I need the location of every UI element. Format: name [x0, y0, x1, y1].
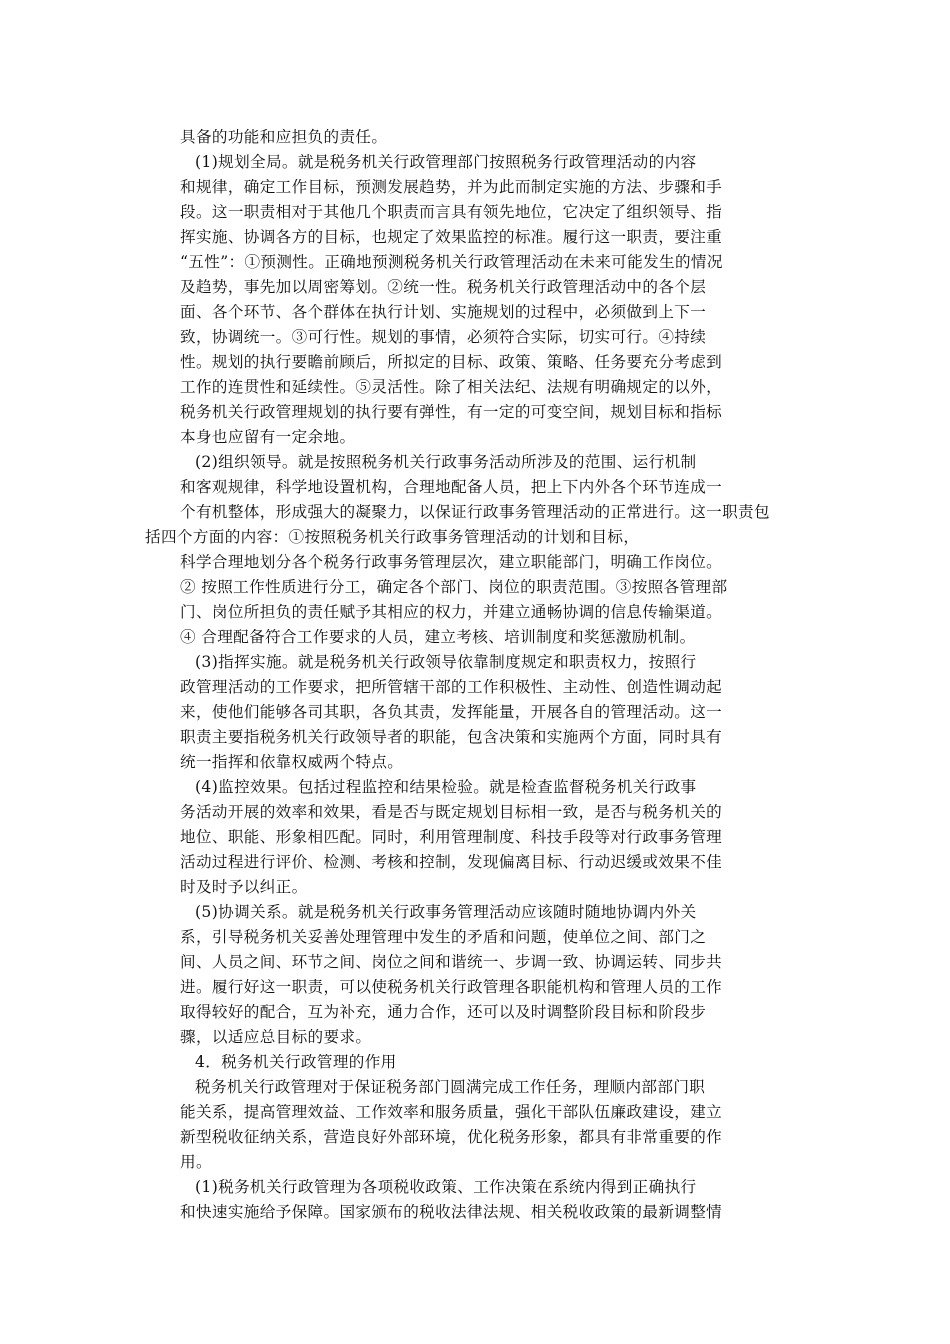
text-line: 和客观规律，科学地设置机构，合理地配备人员，把上下内外各个环节连成一: [180, 478, 723, 496]
section-heading: 4．税务机关行政管理的作用: [195, 1053, 397, 1071]
text-line: 个有机整体，形成强大的凝聚力，以保证行政事务管理活动的正常进行。这一职责包: [180, 503, 770, 521]
text-line: 政管理活动的工作要求，把所管辖干部的工作积极性、主动性、创造性调动起: [180, 678, 723, 696]
text-line: 活动过程进行评价、检测、考核和控制，发现偏离目标、行动迟缓或效果不佳: [180, 853, 723, 871]
text-line: 工作的连贯性和延续性。⑤灵活性。除了相关法纪、法规有明确规定的以外，: [180, 378, 723, 396]
text-line: 税务机关行政管理规划的执行要有弹性，有一定的可变空间，规划目标和指标: [180, 403, 723, 421]
text-line: 能关系，提高管理效益、工作效率和服务质量，强化干部队伍廉政建设，建立: [180, 1103, 723, 1121]
text-line: 具备的功能和应担负的责任。: [180, 128, 388, 146]
text-line: 致，协调统一。③可行性。规划的事情，必须符合实际，切实可行。④持续: [180, 328, 707, 346]
text-line: 科学合理地划分各个税务行政事务管理层次，建立职能部门，明确工作岗位。: [180, 553, 723, 571]
text-line: 进。履行好这一职责，可以使税务机关行政管理各职能机构和管理人员的工作: [180, 978, 723, 996]
text-line: 和规律，确定工作目标，预测发展趋势，并为此而制定实施的方法、步骤和手: [180, 178, 723, 196]
text-line: 地位、职能、形象相匹配。同时，利用管理制度、科技手段等对行政事务管理: [180, 828, 723, 846]
text-line: 统一指挥和依靠权威两个特点。: [180, 753, 404, 771]
text-line: 时及时予以纠正。: [180, 878, 308, 896]
text-line: 本身也应留有一定余地。: [180, 428, 356, 446]
text-line: 段。这一职责相对于其他几个职责而言具有领先地位，它决定了组织领导、指: [180, 203, 723, 221]
text-line: 面、各个环节、各个群体在执行计划、实施规划的过程中，必须做到上下一: [180, 303, 707, 321]
text-line: 及趋势，事先加以周密筹划。②统一性。税务机关行政管理活动中的各个层: [180, 278, 707, 296]
text-line: 新型税收征纳关系，营造良好外部环境，优化税务形象，都具有非常重要的作: [180, 1128, 723, 1146]
text-line: 括四个方面的内容：①按照税务机关行政事务管理活动的计划和目标，: [145, 528, 640, 546]
text-line: 税务机关行政管理对于保证税务部门圆满完成工作任务，理顺内部部门职: [195, 1078, 706, 1096]
text-line: ② 按照工作性质进行分工，确定各个部门、岗位的职责范围。③按照各管理部: [180, 578, 728, 596]
text-line: 和快速实施给予保障。国家颁布的税收法律法规、相关税收政策的最新调整情: [180, 1203, 723, 1221]
text-line: 来，使他们能够各司其职，各负其责，发挥能量，开展各自的管理活动。这一: [180, 703, 723, 721]
text-line: (5)协调关系。就是税务机关行政事务管理活动应该随时随地协调内外关: [195, 903, 697, 921]
text-line: “五性”：①预测性。正确地预测税务机关行政管理活动在未来可能发生的情况: [180, 253, 723, 271]
text-line: 取得较好的配合，互为补充，通力合作，还可以及时调整阶段目标和阶段步: [180, 1003, 707, 1021]
text-line: 系，引导税务机关妥善处理管理中发生的矛盾和问题，使单位之间、部门之: [180, 928, 707, 946]
text-line: 性。规划的执行要瞻前顾后，所拟定的目标、政策、策略、任务要充分考虑到: [180, 353, 723, 371]
text-line: 门、岗位所担负的责任赋予其相应的权力，并建立通畅协调的信息传输渠道。: [180, 603, 723, 621]
text-line: (1)税务机关行政管理为各项税收政策、工作决策在系统内得到正确执行: [195, 1178, 697, 1196]
text-line: 间、人员之间、环节之间、岗位之间和谐统一、步调一致、协调运转、同步共: [180, 953, 723, 971]
text-line: (2)组织领导。就是按照税务机关行政事务活动所涉及的范围、运行机制: [195, 453, 697, 471]
text-line: ④ 合理配备符合工作要求的人员，建立考核、培训制度和奖惩激励机制。: [180, 628, 696, 646]
text-line: 骤，以适应总目标的要求。: [180, 1028, 372, 1046]
text-line: 挥实施、协调各方的目标，也规定了效果监控的标准。履行这一职责，要注重: [180, 228, 723, 246]
text-line: 务活动开展的效率和效果，看是否与既定规划目标相一致，是否与税务机关的: [180, 803, 723, 821]
text-line: (3)指挥实施。就是税务机关行政领导依靠制度规定和职责权力，按照行: [195, 653, 697, 671]
text-line: 职责主要指税务机关行政领导者的职能，包含决策和实施两个方面，同时具有: [180, 728, 723, 746]
text-line: 用。: [180, 1153, 212, 1171]
text-line: (4)监控效果。包括过程监控和结果检验。就是检查监督税务机关行政事: [195, 778, 697, 796]
text-line: (1)规划全局。就是税务机关行政管理部门按照税务行政管理活动的内容: [195, 153, 697, 171]
